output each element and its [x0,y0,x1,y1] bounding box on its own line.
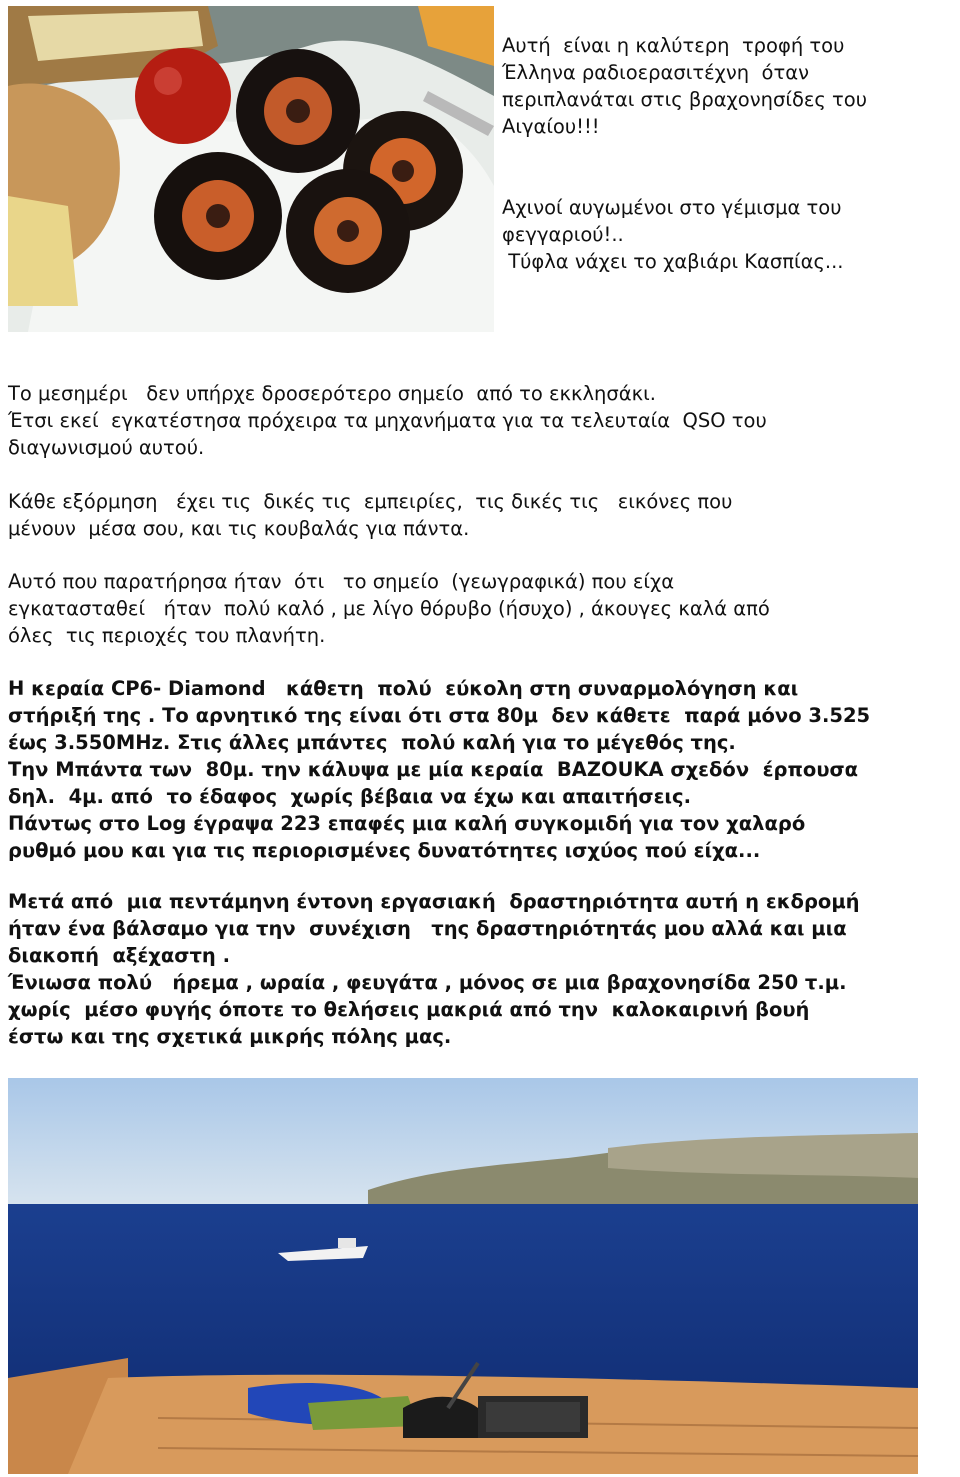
text-line: έστω και της σχετικά μικρής πόλης μας. [8,1025,452,1048]
text-line: στήριξή της . Το αρνητικό της είναι ότι στα 80μ δεν κάθετε παρά μόνο 3.525 [8,704,871,727]
caption-line: Τύφλα νάχει το χαβιάρι Κασπίας... [502,250,844,273]
text-line: Την Μπάντα των 80μ. την κάλυψα με μία κεραία BAZOUKA σχεδόν έρπουσα [8,758,859,781]
text-line: Ένιωσα πολύ ήρεμα , ωραία , φευγάτα , μόνος σε μια βραχονησίδα 250 τ.μ. [8,971,847,994]
text-line: ήταν ένα βάλσαμο για την συνέχιση της δραστηριότητάς μου αλλά και μια [8,917,847,940]
caption-line: Αχινοί αυγωμένοι στο γέμισμα του [502,196,842,219]
sea-urchins-photo [8,6,494,332]
paragraph-trip-reflection [8,888,956,1050]
caption-spacer [502,140,952,194]
paragraph-noon-church [8,380,956,461]
sea-view-photo [8,1078,918,1474]
photo-caption [502,32,952,275]
caption-line: Αυτή είναι η καλύτερη τροφή του [502,34,845,57]
text-line: Η κεραία CP6- Diamond κάθετη πολύ εύκολη στη συναρμολόγηση και [8,677,799,700]
text-line: Μετά από μια πεντάμηνη έντονη εργασιακή δραστηριότητα αυτή η εκδρομή [8,890,860,913]
caption-line: φεγγαριού!.. [502,223,624,246]
caption-line: περιπλανάται στις βραχονησίδες του [502,88,868,111]
text-line: διακοπή αξέχαστη . [8,944,230,967]
text-line: έως 3.550MHz. Στις άλλες μπάντες πολύ καλή για το μέγεθός της. [8,731,736,754]
text-line: δηλ. 4μ. από το έδαφος χωρίς βέβαια να έχω και απαιτήσεις. [8,785,691,808]
text-line: χωρίς μέσο φυγής όποτε το θελήσεις μακριά από την καλοκαιρινή βουή [8,998,810,1021]
text-line: εγκατασταθεί ήταν πολύ καλό , με λίγο θόρυβο (ήσυχο) , άκουγες καλά από [8,597,770,620]
text-line: Το μεσημέρι δεν υπήρχε δροσερότερο σημείο από το εκκλησάκι. [8,382,656,405]
text-line: Έτσι εκεί εγκατέστησα πρόχειρα τα μηχανήματα για τα τελευταία QSO του [8,409,767,432]
text-line: Πάντως στο Log έγραψα 223 επαφές μια καλή συγκομιδή για τον χαλαρό [8,812,806,835]
caption-line: Αιγαίου!!! [502,115,600,138]
text-line: μένουν μέσα σου, και τις κουβαλάς για πάντα. [8,517,470,540]
paragraph-location [8,568,956,649]
paragraph-antenna [8,675,956,864]
text-line: Αυτό που παρατήρησα ήταν ότι το σημείο (γεωγραφικά) που είχα [8,570,675,593]
text-line: όλες τις περιοχές του πλανήτη. [8,624,326,647]
text-line: Κάθε εξόρμηση έχει τις δικές τις εμπειρίες, τις δικές τις εικόνες που [8,490,733,513]
text-line: ρυθμό μου και για τις περιορισμένες δυνατότητες ισχύος πού είχα... [8,839,761,862]
text-line: διαγωνισμού αυτού. [8,436,205,459]
paragraph-experiences [8,488,956,542]
caption-line: Έλληνα ραδιοερασιτέχνη όταν [502,61,809,84]
